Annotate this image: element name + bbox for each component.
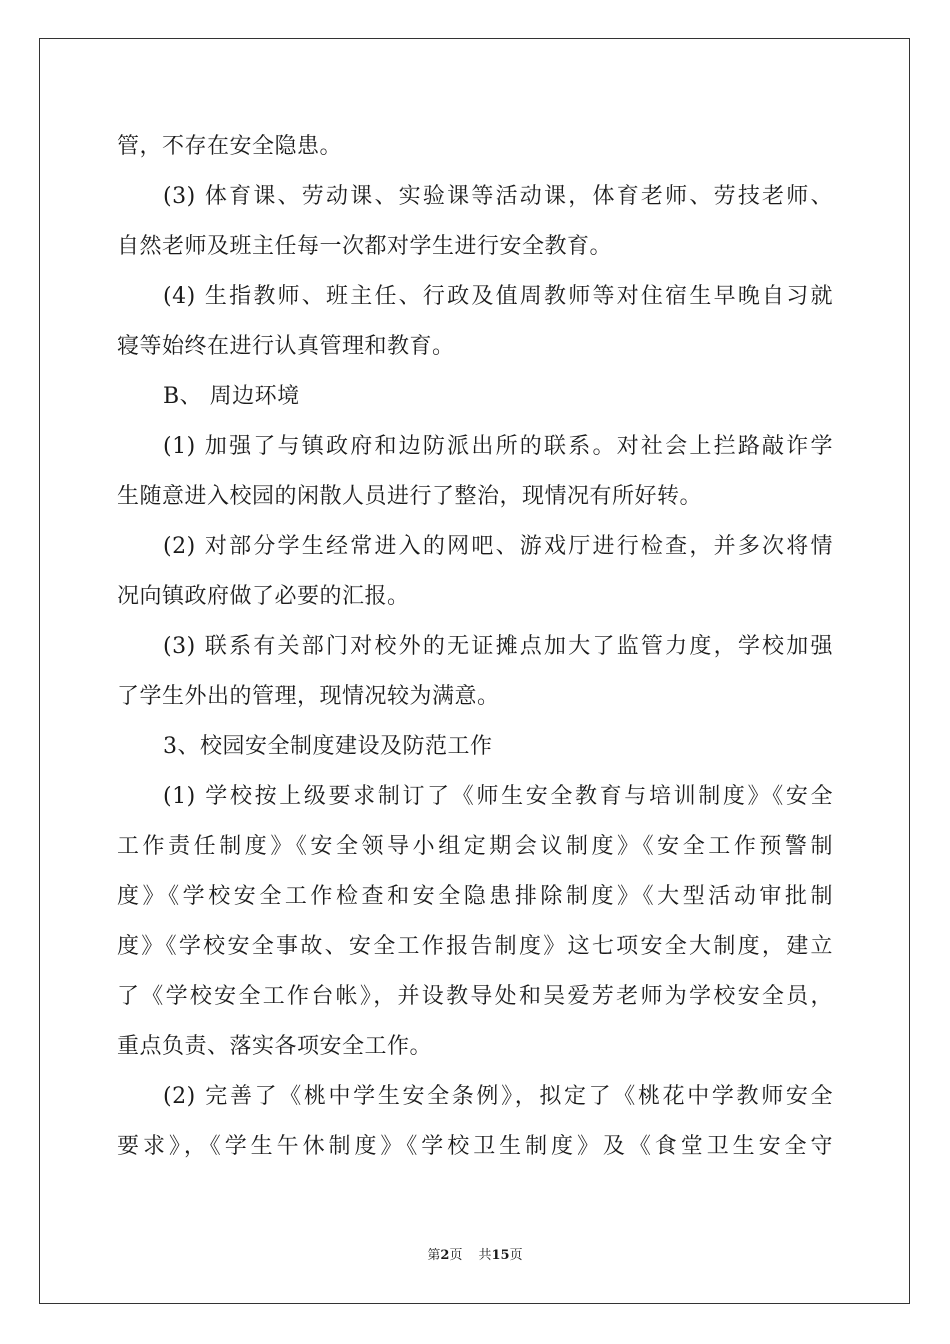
- page-prefix: 第: [427, 1248, 441, 1263]
- text-line: 工作责任制度》《安全领导小组定期会议制度》《安全工作预警制: [117, 834, 833, 859]
- total-suffix: 页: [509, 1248, 523, 1263]
- text-line: B、 周边环境: [163, 384, 300, 409]
- page-suffix: 页: [449, 1248, 463, 1263]
- page-number: 2: [440, 1248, 450, 1263]
- total-pages: 15: [491, 1248, 510, 1263]
- total-prefix: 共: [478, 1248, 492, 1263]
- text-line: 寝等始终在进行认真管理和教育。: [117, 334, 455, 359]
- text-line: 了《学校安全工作台帐》，并设教导处和吴爱芳老师为学校安全员，: [117, 984, 833, 1009]
- text-line: 生随意进入校园的闲散人员进行了整治，现情况有所好转。: [117, 484, 703, 509]
- text-line: (4) 生指教师、班主任、行政及值周教师等对住宿生早晚自习就: [163, 284, 833, 309]
- text-line: (2) 对部分学生经常进入的网吧、游戏厅进行检查，并多次将情: [163, 534, 833, 559]
- text-line: 重点负责、落实各项安全工作。: [117, 1034, 433, 1059]
- text-line: (1) 学校按上级要求制订了《师生安全教育与培训制度》《安全: [163, 784, 833, 809]
- text-line: 度》《学校安全工作检查和安全隐患排除制度》《大型活动审批制: [117, 884, 833, 909]
- text-line: (1) 加强了与镇政府和边防派出所的联系。对社会上拦路敲诈学: [163, 434, 833, 459]
- text-line: 3、校园安全制度建设及防范工作: [163, 734, 493, 759]
- text-line: 自然老师及班主任每一次都对学生进行安全教育。: [117, 234, 613, 259]
- page-footer: [0, 1244, 950, 1263]
- text-line: 了学生外出的管理，现情况较为满意。: [117, 684, 500, 709]
- text-line: (3) 联系有关部门对校外的无证摊点加大了监管力度，学校加强: [163, 634, 833, 659]
- text-line: (3) 体育课、劳动课、实验课等活动课，体育老师、劳技老师、: [163, 184, 833, 209]
- document-body: [117, 122, 833, 1172]
- text-line: 况向镇政府做了必要的汇报。: [117, 584, 410, 609]
- text-line: 管，不存在安全隐患。: [117, 134, 343, 159]
- text-line: 要求》，《学生午休制度》《学校卫生制度》及《食堂卫生安全守: [117, 1134, 833, 1159]
- text-line: 度》《学校安全事故、安全工作报告制度》这七项安全大制度，建立: [117, 934, 833, 959]
- text-line: (2) 完善了《桃中学生安全条例》，拟定了《桃花中学教师安全: [163, 1084, 833, 1109]
